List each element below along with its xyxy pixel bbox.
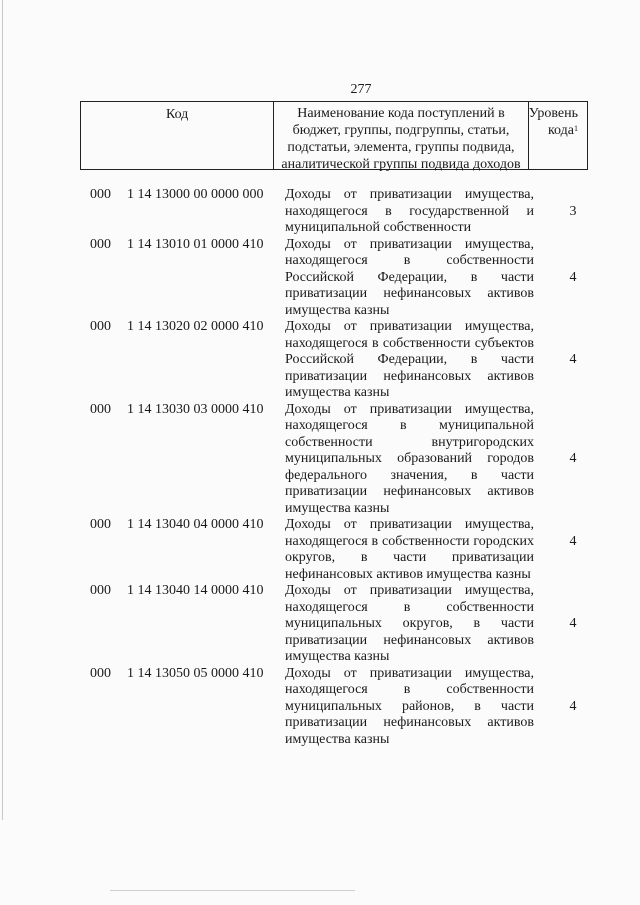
admin-code: 000 xyxy=(90,583,111,598)
table-row xyxy=(0,187,640,237)
admin-code: 000 xyxy=(90,236,111,252)
income-name: Доходы от приватизации имущества, находящегося в собственности муниципальных округов, в части приватизации нефинансовых активов имущества казны xyxy=(285,583,534,664)
level-value: 4 xyxy=(569,269,577,285)
table-row xyxy=(0,583,640,666)
table-row xyxy=(0,237,640,320)
income-name: Доходы от приватизации имущества, находящегося в собственности городских округов, в части приватизации нефинансовых активов имущества казны xyxy=(285,517,534,582)
income-code: 1 14 13050 05 0000 410 xyxy=(127,665,264,681)
admin-code: 000 xyxy=(90,665,111,681)
table-row xyxy=(0,666,640,749)
table-row xyxy=(0,517,640,583)
level-value: 3 xyxy=(569,203,577,219)
level-value: 4 xyxy=(569,698,577,714)
level-value: 4 xyxy=(569,451,577,466)
income-name: Доходы от приватизации имущества, находящегося в собственности муниципальных районов, в части приватизации нефинансовых активов имущества казны xyxy=(285,665,534,747)
income-code: 1 14 13020 02 0000 410 xyxy=(127,319,264,334)
scan-bottom-edge xyxy=(110,890,355,891)
income-code: 1 14 13040 14 0000 410 xyxy=(127,583,264,598)
income-name: Доходы от приватизации имущества, находящегося в собственности Российской Федерации, в части приватизации нефинансовых активов имущества казны xyxy=(285,236,534,318)
income-name: Доходы от приватизации имущества, находящегося в государственной и муниципальной собственности xyxy=(285,187,534,235)
table-row xyxy=(0,319,640,402)
admin-code: 000 xyxy=(90,401,111,417)
income-name: Доходы от приватизации имущества, находящегося в собственности субъектов Российской Федерации, в части приватизации нефинансовых активов имущества казны xyxy=(285,319,534,400)
income-code: 1 14 13040 04 0000 410 xyxy=(127,517,264,532)
header-level-footnote: 1 xyxy=(574,124,578,133)
header-name: Наименование кода поступлений в бюджет, группы, подгруппы, статьи, подстатьи, элемента, группы подвида, аналитической группы подвида доходов xyxy=(273,102,527,169)
level-value: 4 xyxy=(569,352,577,367)
admin-code: 000 xyxy=(90,517,111,532)
admin-code: 000 xyxy=(90,319,111,334)
header-level xyxy=(528,102,587,169)
table-header xyxy=(80,101,588,170)
table-row xyxy=(0,402,640,518)
income-name: Доходы от приватизации имущества, находящегося в муниципальной собственности внутригородских муниципальных образований городов федерального значения, в части приватизации нефинансовых активов имущества казны xyxy=(285,401,534,516)
page-number: 277 xyxy=(350,82,372,97)
admin-code: 000 xyxy=(90,187,111,202)
level-value: 4 xyxy=(569,533,577,549)
header-code: Код xyxy=(165,107,189,122)
header-level-label: Уровень кода xyxy=(528,106,578,138)
level-value: 4 xyxy=(569,616,577,631)
income-code: 1 14 13030 03 0000 410 xyxy=(127,401,264,417)
table-body xyxy=(0,187,640,748)
income-code: 1 14 13000 00 0000 000 xyxy=(127,187,264,202)
income-code: 1 14 13010 01 0000 410 xyxy=(127,236,264,252)
